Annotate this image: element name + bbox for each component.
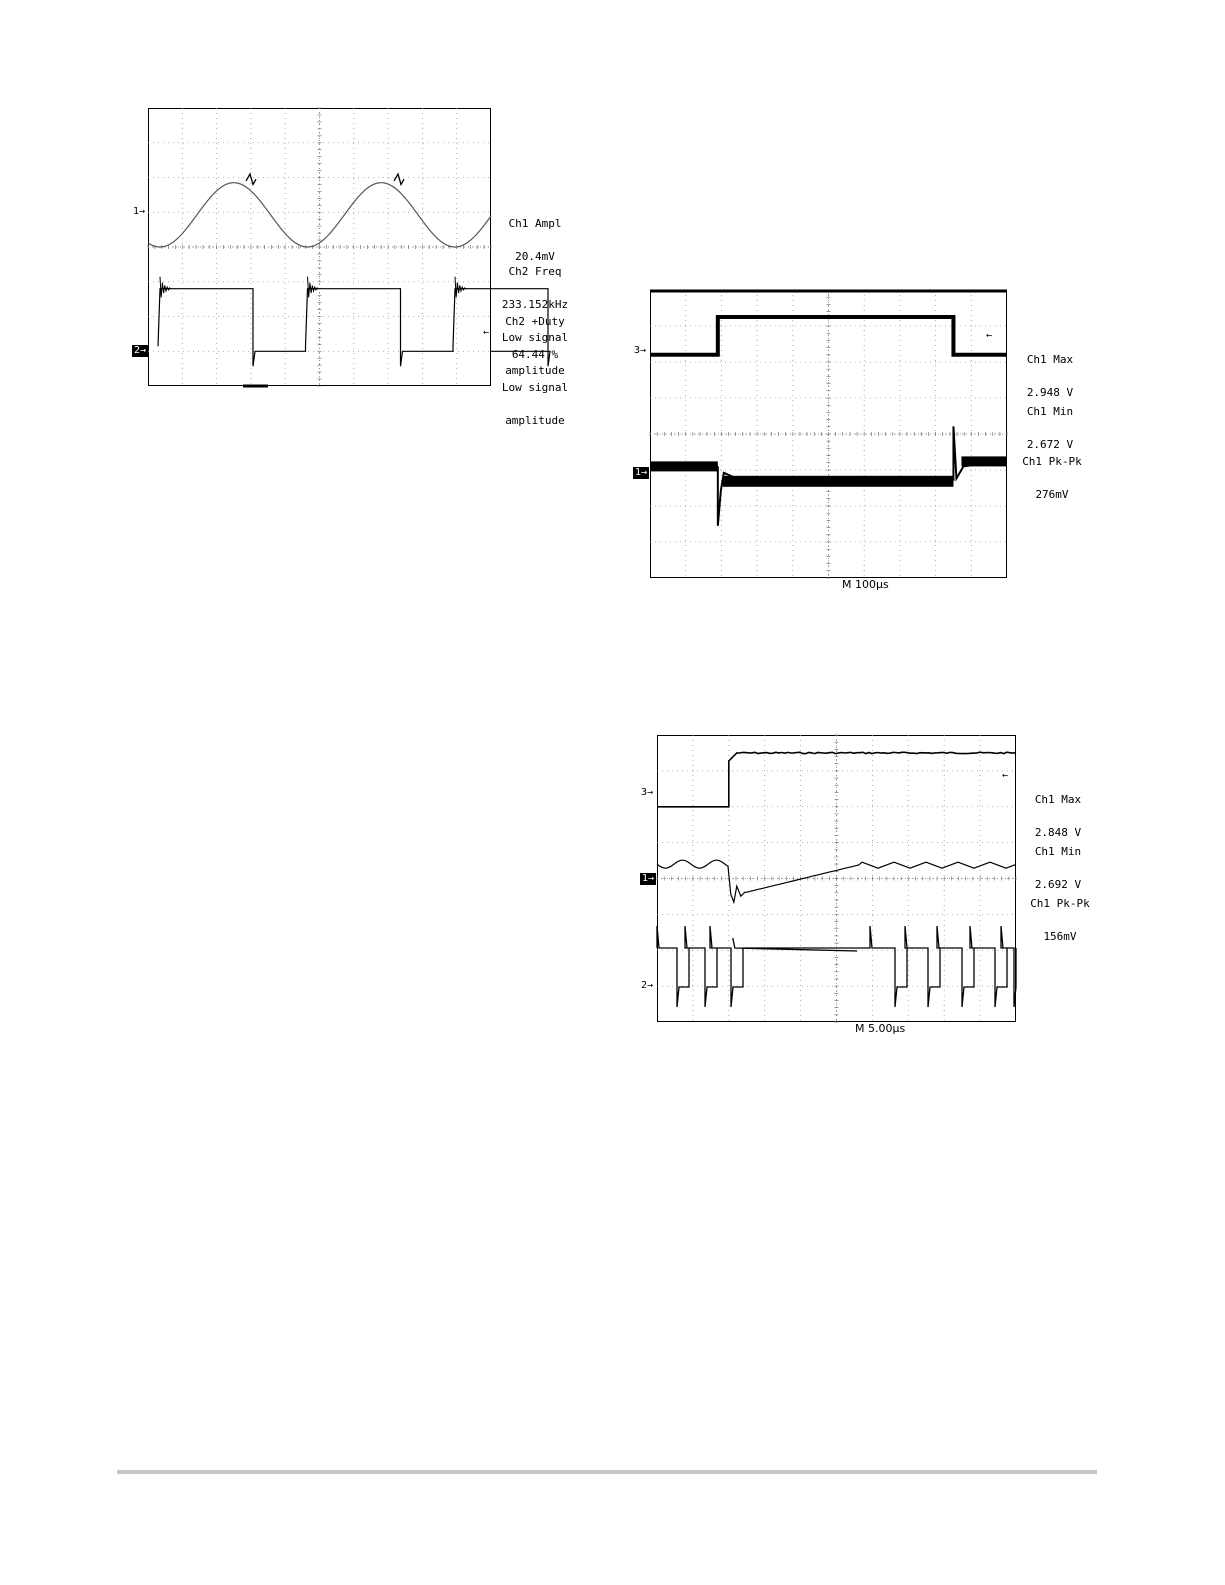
scope-1-trigger-arrow: ←	[483, 327, 490, 338]
scope-3-marker-ch2: 2→	[641, 980, 654, 991]
scope-3-trigger-arrow: ←	[1002, 770, 1009, 781]
scope-2-marker-ch3: 3→	[634, 345, 647, 356]
footer-rule	[117, 1470, 1097, 1474]
scope-plot-2	[650, 290, 1007, 578]
scope-3-marker-ch1: 1→	[642, 873, 655, 884]
scope-2-ch1-loaded-band	[723, 476, 954, 487]
scope-2-ch1-recovery-band	[961, 456, 1007, 466]
scope-plot-3	[657, 735, 1016, 1022]
scope-1-measurement-freq: Ch2 Freq 233.152kHz Low signal amplitude	[501, 265, 569, 377]
scope-2-measurement-pkpk: Ch1 Pk-Pk 276mV	[1022, 455, 1082, 501]
scope-plot-1	[148, 108, 491, 386]
scope-2-svg	[650, 290, 1007, 578]
scope-3-measurement-max: Ch1 Max 2.848 V	[1034, 793, 1082, 839]
scope-2-measurement-min: Ch1 Min 2.672 V	[1026, 405, 1074, 451]
scope-2-trigger-arrow: ←	[986, 330, 993, 341]
scope-1-measurement-duty: Ch2 +Duty 64.44 % Low signal amplitude	[501, 315, 569, 427]
scope-3-svg	[657, 735, 1016, 1022]
scope-3-marker-ch3: 3→	[641, 787, 654, 798]
scope-3-measurement-min: Ch1 Min 2.692 V	[1034, 845, 1082, 891]
scope-2-timebase: M 100µs	[842, 578, 889, 591]
scope-1-marker-ch2: 2→	[134, 345, 147, 356]
scope-2-marker-ch1: 1→	[635, 467, 648, 478]
scope-1-measurement-ampl: Ch1 Ampl 20.4mV	[508, 217, 562, 263]
scope-2-measurement-max: Ch1 Max 2.948 V	[1026, 353, 1074, 399]
scope-2-ch1-noise-band	[650, 461, 718, 471]
scope-1-marker-ch1: 1→	[133, 206, 146, 217]
scope-3-measurement-pkpk: Ch1 Pk-Pk 156mV	[1030, 897, 1090, 943]
scope-3-timebase: M 5.00µs	[855, 1022, 906, 1035]
scope-1-svg	[148, 108, 491, 386]
